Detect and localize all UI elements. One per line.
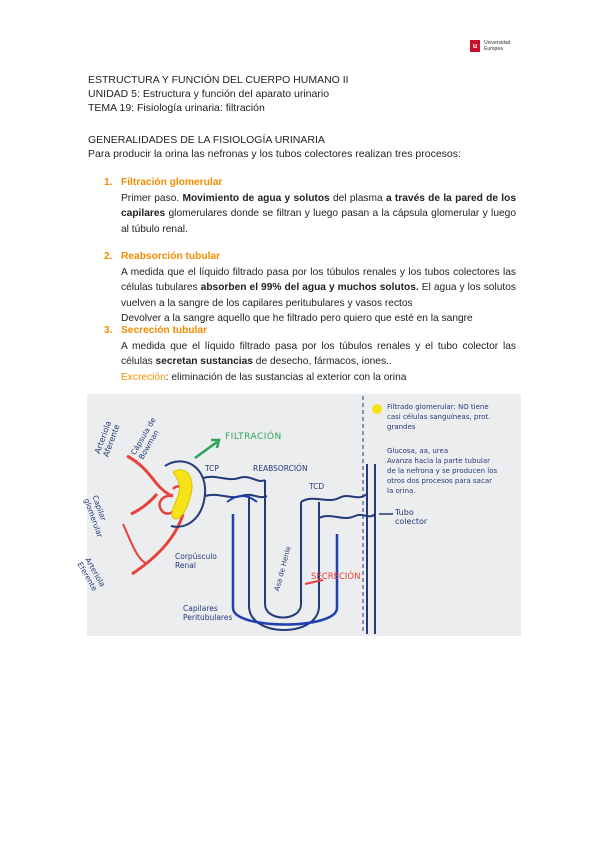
topic-title: TEMA 19: Fisiología urinaria: filtración: [88, 102, 265, 114]
label-loop-henle: Asa de Henle: [273, 545, 293, 593]
general-section: [88, 133, 528, 161]
note-line: casi células sanguíneas, prot.: [387, 413, 491, 421]
item-title: Filtración glomerular: [121, 177, 223, 188]
note-line: otros dos procesos para sacar: [387, 477, 492, 485]
section-intro: Para producir la orina las nefronas y los tubos colectores realizan tres procesos:: [88, 148, 461, 160]
process-item-filtration: [104, 175, 516, 237]
label-tcp: TCP: [205, 464, 219, 473]
label-afferent-arteriole: Arteriola Aferente: [93, 419, 122, 459]
item-number: 3.: [104, 325, 113, 336]
item-number: 1.: [104, 177, 113, 188]
process-item-secretion: [104, 323, 516, 385]
label-reabsorption: REABSORCIÓN: [253, 464, 308, 473]
note-line: Glucosa, aa, urea: [387, 447, 449, 455]
note-line: Avanza hacia la parte tubular: [387, 457, 490, 465]
note-line: de la nefrona y se producen los: [387, 467, 498, 475]
label-bowman-capsule: Cápsula de Bowman: [129, 415, 161, 461]
unit-title: UNIDAD 5: Estructura y función del aparato urinario: [88, 88, 330, 100]
nephron-diagram: [75, 394, 521, 636]
diagram-notes: [387, 402, 517, 496]
item-number: 2.: [104, 251, 113, 262]
label-filtration: FILTRACIÓN: [225, 432, 282, 442]
label-efferent-arteriole: Arteriola Eferente: [75, 556, 108, 593]
label-renal-corpuscle: Corpúsculo Renal: [175, 552, 217, 570]
item-body: A medida que el líquido filtrado pasa por los túbulos renales y el tubo colector las células secretan sustancias de desecho, fármacos, iones..: [121, 340, 516, 367]
item-title: Reabsorción tubular: [121, 251, 221, 262]
document-header: [88, 73, 349, 115]
label-peritubular-capillaries: Capilares Peritubulares: [183, 604, 233, 622]
section-title: GENERALIDADES DE LA FISIOLOGÍA URINARIA: [88, 134, 325, 146]
label-secretion: SECRECIÓN: [311, 572, 361, 582]
note-line: Filtrado glomerular: NO tiene: [387, 403, 489, 411]
item-body: A medida que el líquido filtrado pasa por los túbulos renales y los tubos colectores las células tubulares absorben el 99% del agua y muchos solutos. El agua y los solutos vuelven a la sangre de los capilares peritubulares y vasos rectos: [121, 266, 516, 309]
item-body: Primer paso. Movimiento de agua y solutos del plasma a través de la pared de los capilares glomerulares donde se filtran y luego pasan a la cápsula glomerular y luego al túbulo renal.: [121, 192, 516, 235]
note-line: la orina.: [387, 487, 416, 495]
course-title: ESTRUCTURA Y FUNCIÓN DEL CUERPO HUMANO II: [88, 74, 349, 86]
logo-line-2: Europea: [484, 46, 503, 52]
excretion-line: Excreción: eliminación de las sustancias al exterior con la orina: [121, 371, 407, 383]
university-logo: [470, 40, 510, 52]
process-item-reabsorption: [104, 249, 516, 327]
item-title: Secreción tubular: [121, 325, 208, 336]
item-note: Devolver a la sangre aquello que he filtrado pero quiero que esté en la sangre: [121, 313, 473, 324]
logo-mark-icon: u: [470, 40, 480, 52]
label-glomerular-capillary: Capilar glomerular: [82, 494, 109, 539]
label-collecting-duct: Tubo colector: [395, 508, 428, 526]
note-line: grandes: [387, 423, 416, 431]
label-tcd: TCD: [309, 482, 325, 491]
logo-line-1: Universidad: [484, 40, 511, 46]
